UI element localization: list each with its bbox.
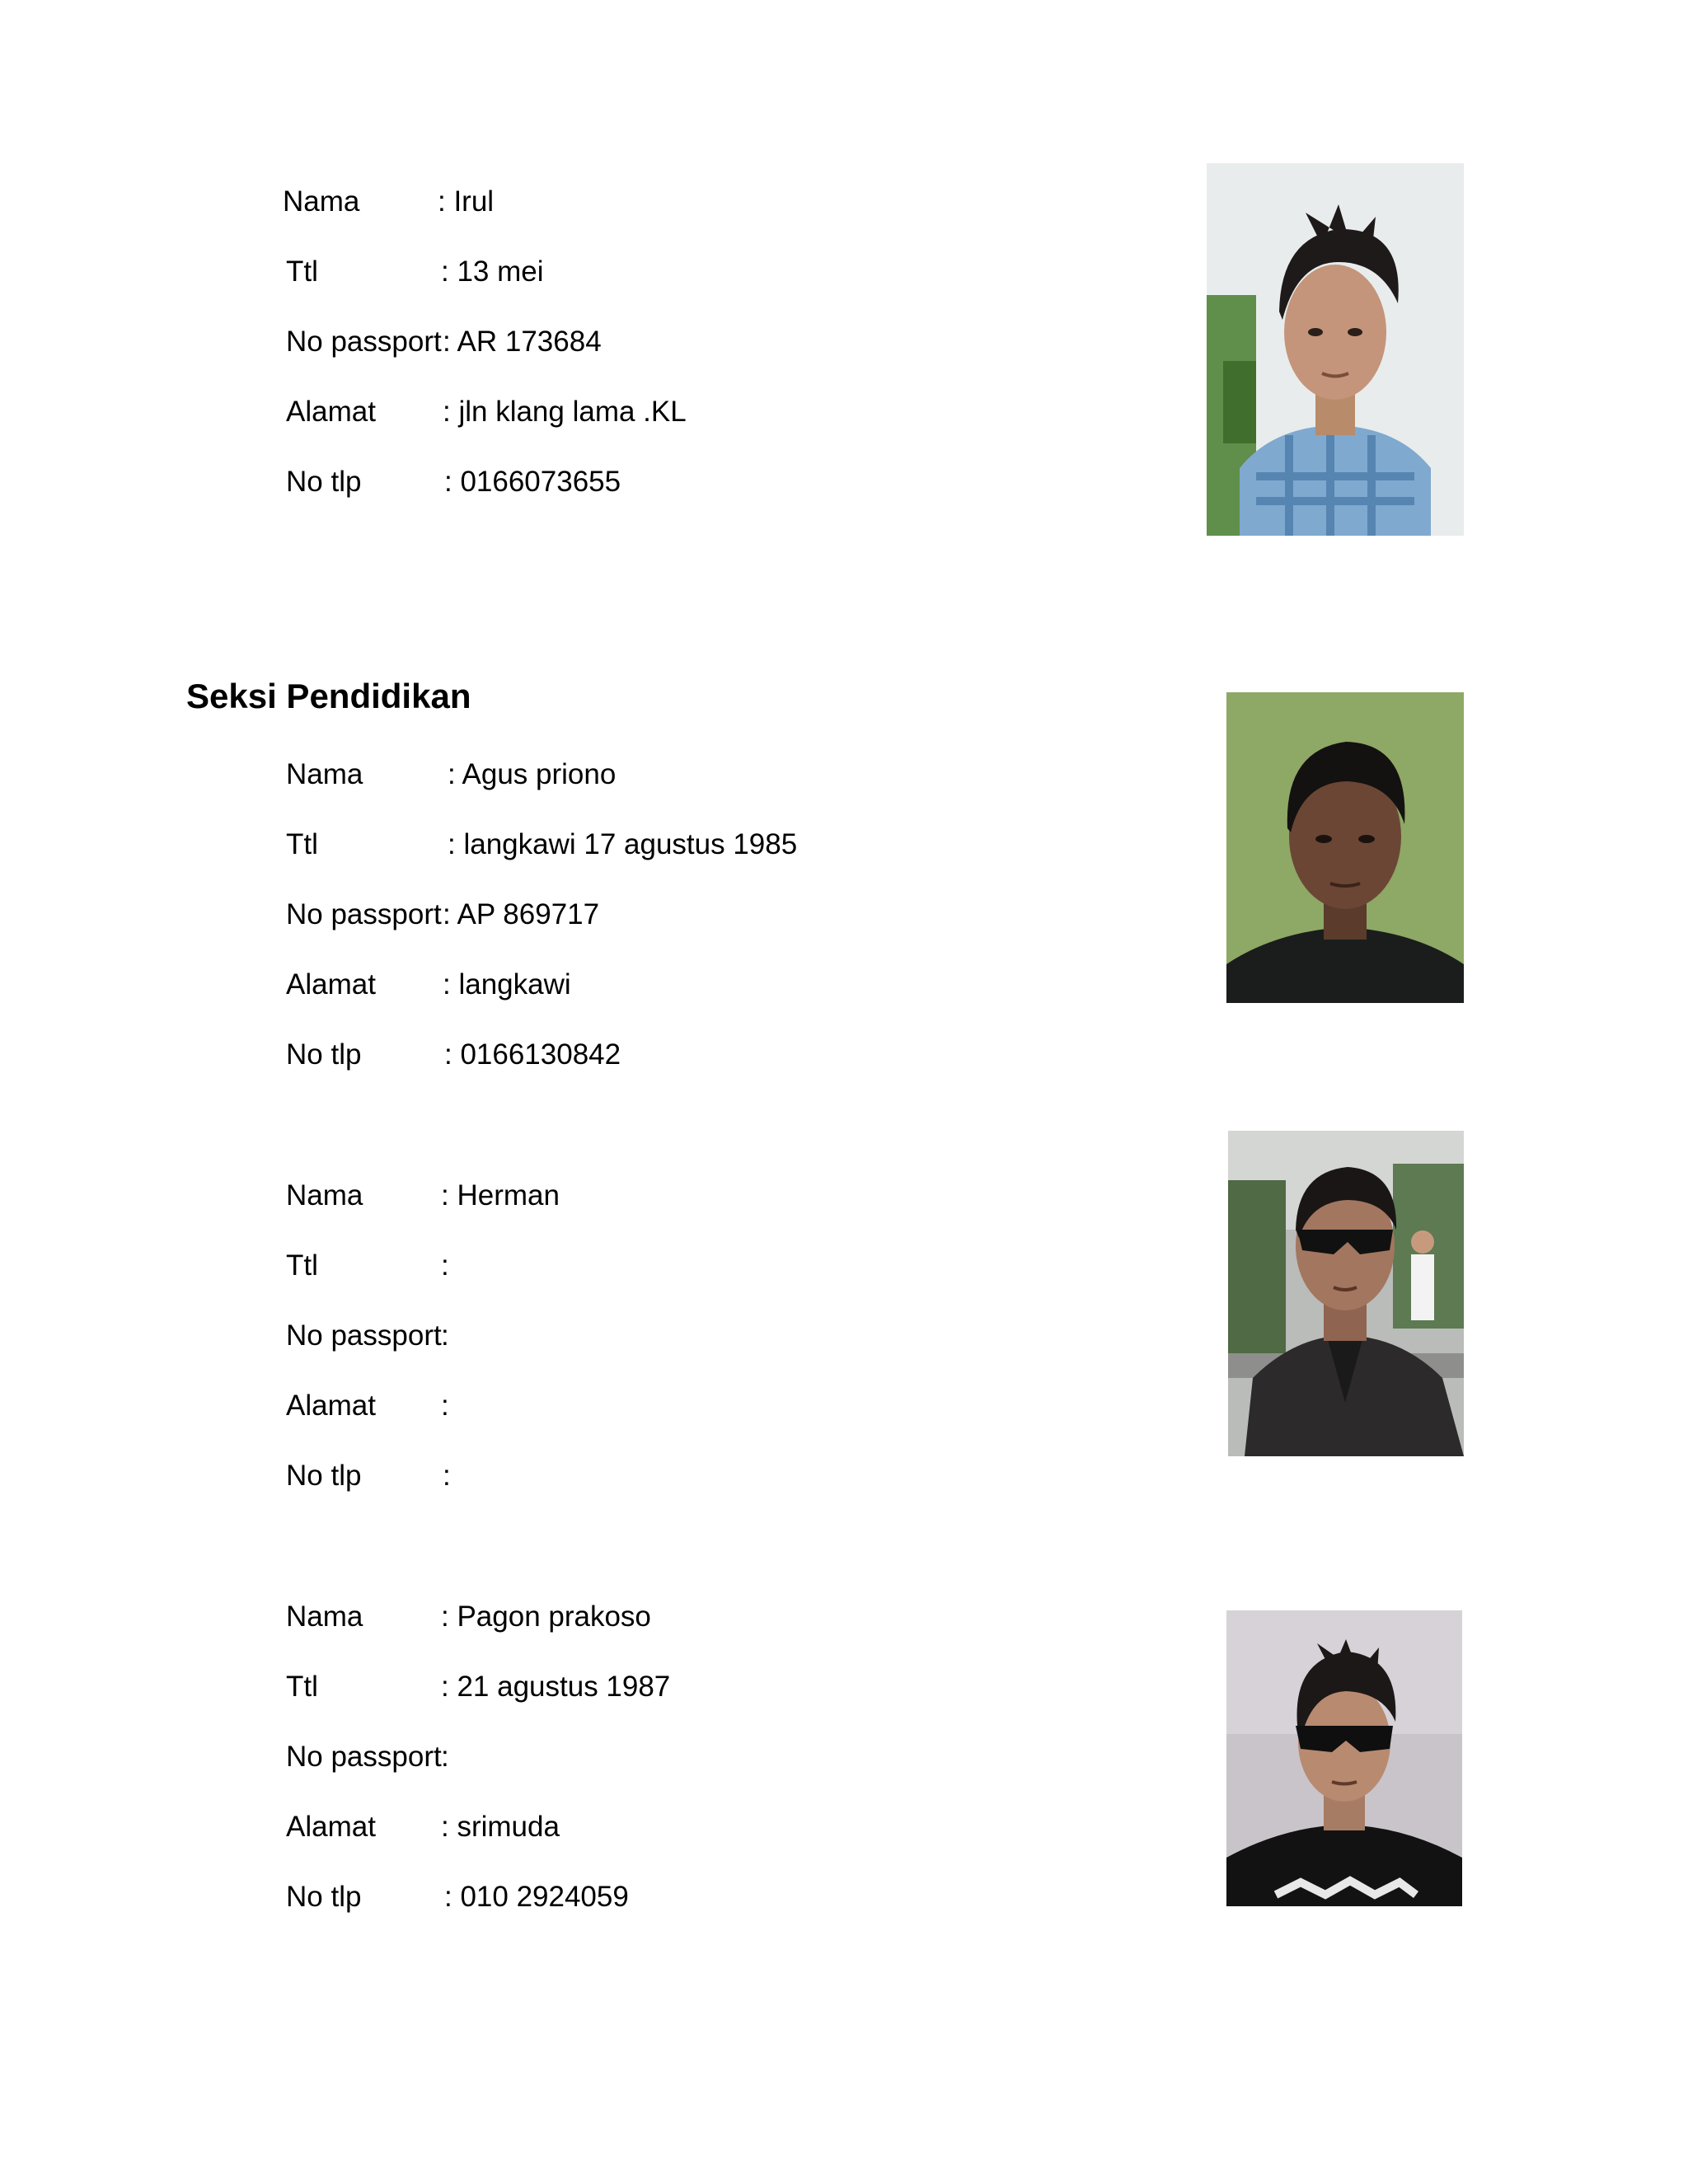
portrait-photo (1207, 163, 1464, 536)
portrait-photo (1226, 692, 1464, 1003)
field-value: : Pagon prakoso (441, 1601, 651, 1633)
field-label: Alamat (286, 396, 376, 428)
field-value: : srimuda (441, 1811, 560, 1843)
field-label: Alamat (286, 968, 376, 1001)
field-label: No passport (286, 1319, 442, 1352)
field-label: Ttl (286, 255, 318, 288)
field-label: No passport (286, 326, 442, 358)
field-label: Ttl (286, 828, 318, 860)
field-value: : 21 agustus 1987 (441, 1671, 671, 1703)
field-label: Alamat (286, 1811, 376, 1843)
field-label: No tlp (286, 1460, 362, 1492)
field-value: : langkawi 17 agustus 1985 (448, 828, 798, 860)
field-value: : 0166073655 (444, 466, 621, 498)
field-label: Nama (286, 1179, 363, 1212)
field-value: : (443, 1460, 451, 1492)
field-value: : 010 2924059 (444, 1881, 629, 1913)
field-label: No tlp (286, 466, 362, 498)
field-value: : (441, 1741, 449, 1773)
field-value: : (441, 1319, 449, 1352)
field-label: No passport (286, 1741, 442, 1773)
field-label: No passport (286, 898, 442, 930)
field-value: : jln klang lama .KL (443, 396, 687, 428)
field-value: : AP 869717 (443, 898, 600, 930)
field-label: Ttl (286, 1671, 318, 1703)
field-value: : (441, 1249, 449, 1282)
portrait-photo (1228, 1131, 1464, 1456)
field-label: No tlp (286, 1881, 362, 1913)
field-label: Nama (286, 758, 363, 790)
field-label: Nama (286, 1601, 363, 1633)
field-value: : AR 173684 (443, 326, 602, 358)
field-label: Ttl (286, 1249, 318, 1282)
portrait-photo (1226, 1610, 1462, 1906)
section-title: Seksi Pendidikan (186, 677, 471, 715)
field-label: Alamat (286, 1390, 376, 1422)
field-value: : (441, 1390, 449, 1422)
field-label: No tlp (286, 1038, 362, 1071)
field-value: : Irul (438, 185, 495, 218)
field-value: : Herman (441, 1179, 560, 1212)
field-label: Nama (283, 185, 360, 218)
field-value: : langkawi (443, 968, 571, 1001)
field-value: : 13 mei (441, 255, 544, 288)
field-value: : Agus priono (448, 758, 617, 790)
field-value: : 0166130842 (444, 1038, 621, 1071)
